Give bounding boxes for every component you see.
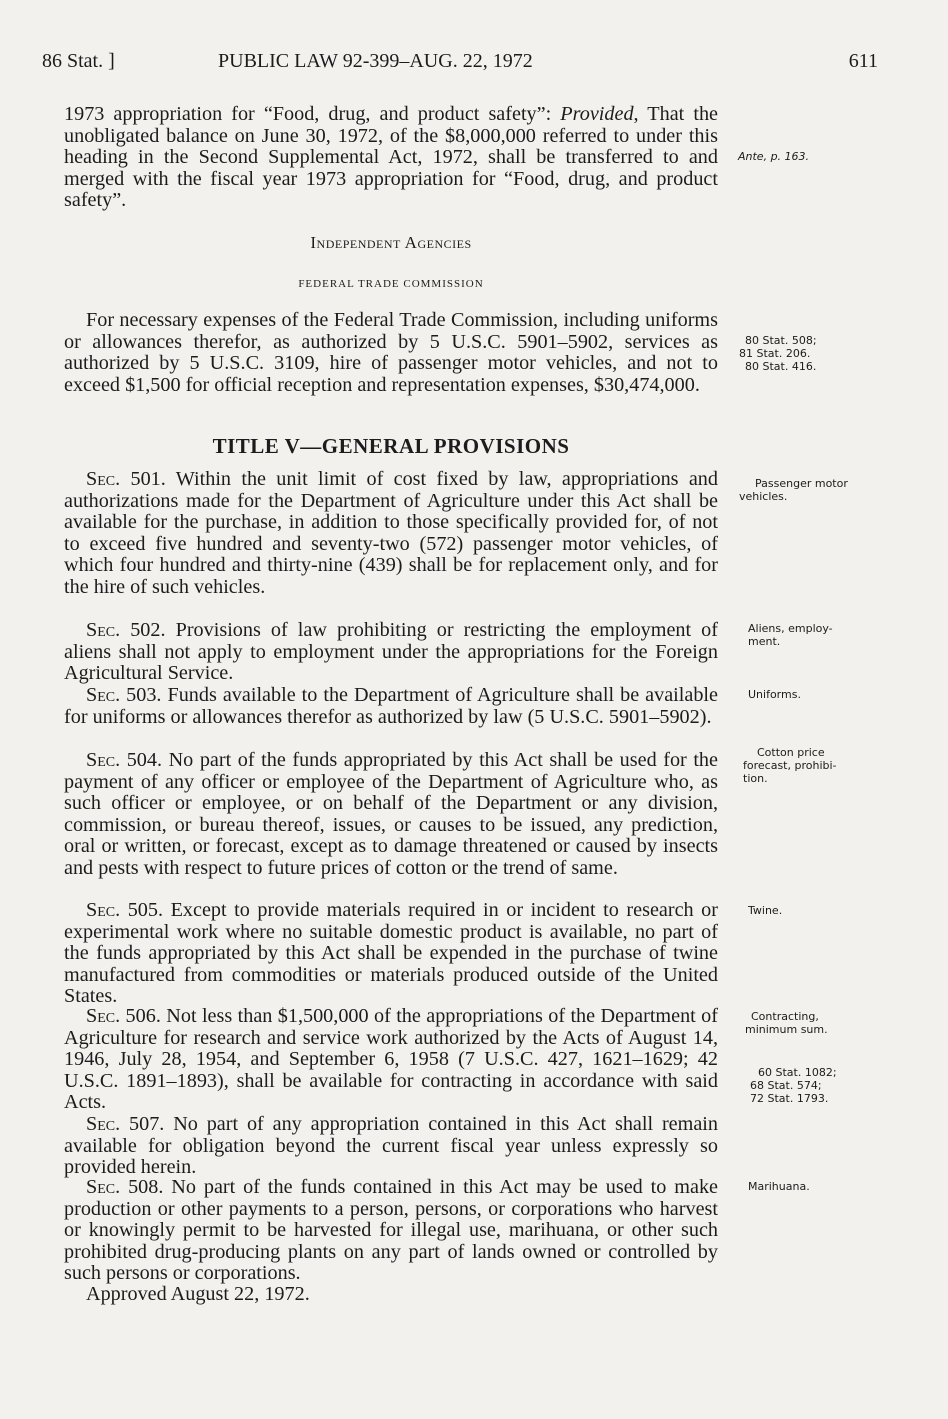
margin-note-stat-506: [750, 1066, 900, 1105]
subheading-ftc: FEDERAL TRADE COMMISSION: [298, 278, 484, 290]
ftc-paragraph: [64, 310, 718, 396]
provided-word: Provided: [560, 103, 634, 125]
margin-line: 80 Stat. 508;: [745, 334, 817, 347]
section-text: Not less than $1,500,000 of the appropriations of the Department of Agriculture for research and service work authorized by the Acts of August 14, 1946, July 28, 1954, and September 6, 1958 (7 U.S.C. 427, 1621–1629; 42 U.S.C. 1891–1893), shall be available for contracting in accordance with said Acts.: [64, 1005, 718, 1113]
section-label: Sec. 504.: [86, 749, 163, 771]
sec-507: [64, 1114, 718, 1179]
margin-line: 72 Stat. 1793.: [750, 1092, 829, 1105]
opening-paragraph: [64, 104, 718, 212]
section-text: No part of the funds appropriated by this Act shall be used for the payment of any officer or employee of the Department of Agriculture who, as such officer or employee, or on behalf of the Department or any division, commission, or bureau thereof, issues, or causes to be issued, any prediction, oral or written, or forecast, except as to damage threatened or caused by insects and pests with respect to future prices of cotton or the trend of same.: [64, 749, 718, 879]
approved-text: Approved August 22, 1972.: [86, 1283, 310, 1305]
section-label: Sec. 502.: [86, 619, 166, 641]
margin-note-stat-ftc: [739, 334, 895, 373]
approved-line: [64, 1284, 718, 1306]
margin-note-ante: [738, 150, 888, 163]
section-label: Sec. 508.: [86, 1176, 164, 1198]
margin-line: tion.: [743, 772, 768, 785]
margin-note-cotton: [743, 746, 893, 785]
section-text: No part of any appropriation contained in this Act shall remain available for obligation beyond the current fiscal year unless expressly so provided herein.: [64, 1113, 718, 1178]
sec-506: [64, 1006, 718, 1114]
section-heading-independent-agencies: Independent Agencies: [310, 233, 472, 252]
opening-text-2: , That the unobligated balance on June 30, 1972, of the $8,000,000 referred to under this heading in the Second Supplemental Act, 1972, shall be transferred to and merged with the fiscal year 1973 appropriation for “Food, drug, and product safety”.: [64, 103, 719, 211]
sec-502: [64, 620, 718, 685]
margin-line: forecast, prohibi-: [743, 759, 837, 772]
sec-504: [64, 750, 718, 879]
section-text: Funds available to the Department of Agriculture shall be available for uniforms or allowances therefor as authorized by law (5 U.S.C. 5901–5902).: [64, 684, 718, 728]
margin-line: Passenger motor: [755, 477, 848, 490]
statute-volume: 86 Stat. ]: [42, 50, 115, 72]
margin-line: Twine.: [748, 904, 783, 917]
section-text: Provisions of law prohibiting or restricting the employment of aliens shall not apply to employment under the appropriations for the Foreign Agricultural Service.: [64, 619, 718, 684]
margin-line: 80 Stat. 416.: [745, 360, 817, 373]
margin-line: 68 Stat. 574;: [750, 1079, 822, 1092]
margin-line: Contracting,: [751, 1010, 819, 1023]
margin-line: ment.: [748, 635, 781, 648]
sec-501: [64, 469, 718, 598]
section-label: Sec. 503.: [86, 684, 162, 706]
page-number: 611: [848, 50, 878, 72]
ftc-text: For necessary expenses of the Federal Trade Commission, including uniforms or allowances therefor, as authorized by 5 U.S.C. 5901–5902, services as authorized by 5 U.S.C. 3109, hire of passenger motor vehicles, and not to exceed $1,500 for official reception and representation expenses, $30,474,000.: [64, 309, 718, 396]
section-label: Sec. 507.: [86, 1113, 165, 1135]
margin-note-twine: [748, 904, 898, 917]
sec-503: [64, 685, 718, 728]
margin-note-contracting: [745, 1010, 895, 1036]
margin-ante-text: Ante, p. 163.: [738, 150, 810, 163]
margin-line: Marihuana.: [748, 1180, 810, 1193]
margin-note-aliens: [748, 622, 898, 648]
section-label: Sec. 505.: [86, 899, 164, 921]
running-title: PUBLIC LAW 92-399–AUG. 22, 1972: [218, 50, 533, 72]
opening-text-1: 1973 appropriation for “Food, drug, and product safety”:: [64, 103, 561, 125]
margin-note-marihuana: [748, 1180, 898, 1193]
section-label: Sec. 506.: [86, 1005, 161, 1027]
section-text: No part of the funds contained in this Act may be used to make production or other payments to a person, persons, or corporations who harvest or knowingly permit to be harvested for illegal use, marihuana, or other such prohibited drug-producing plants on any part of lands owned or controlled by such persons or corporations.: [64, 1176, 718, 1284]
margin-note-passenger: [739, 477, 895, 503]
margin-line: 81 Stat. 206.: [739, 347, 811, 360]
margin-note-uniforms: [748, 688, 898, 701]
page-header: [42, 50, 878, 80]
section-label: Sec. 501.: [86, 468, 166, 490]
margin-line: Cotton price: [757, 746, 825, 759]
sec-508: [64, 1177, 718, 1285]
section-text: Except to provide materials required in or incident to research or experimental work where no suitable domestic product is available, no part of the funds appropriated by this Act shall be expended in the purchase of twine manufactured from commodities or materials produced outside of the United States.: [64, 899, 718, 1007]
margin-line: vehicles.: [739, 490, 788, 503]
sec-505: [64, 900, 718, 1008]
margin-line: Uniforms.: [748, 688, 801, 701]
section-text: Within the unit limit of cost fixed by law, appropriations and authorizations made for the Department of Agriculture under this Act shall be available for the purchase, in addition to those specifically provided for, of not to exceed five hundred and seventy-two (572) passenger motor vehicles, of which four hundred and thirty-nine (439) shall be for replacement only, and for the hire of such vehicles.: [64, 468, 718, 598]
margin-line: 60 Stat. 1082;: [758, 1066, 837, 1079]
title-v-heading: TITLE V—GENERAL PROVISIONS: [212, 434, 570, 458]
margin-line: Aliens, employ-: [748, 622, 833, 635]
margin-line: minimum sum.: [745, 1023, 828, 1036]
